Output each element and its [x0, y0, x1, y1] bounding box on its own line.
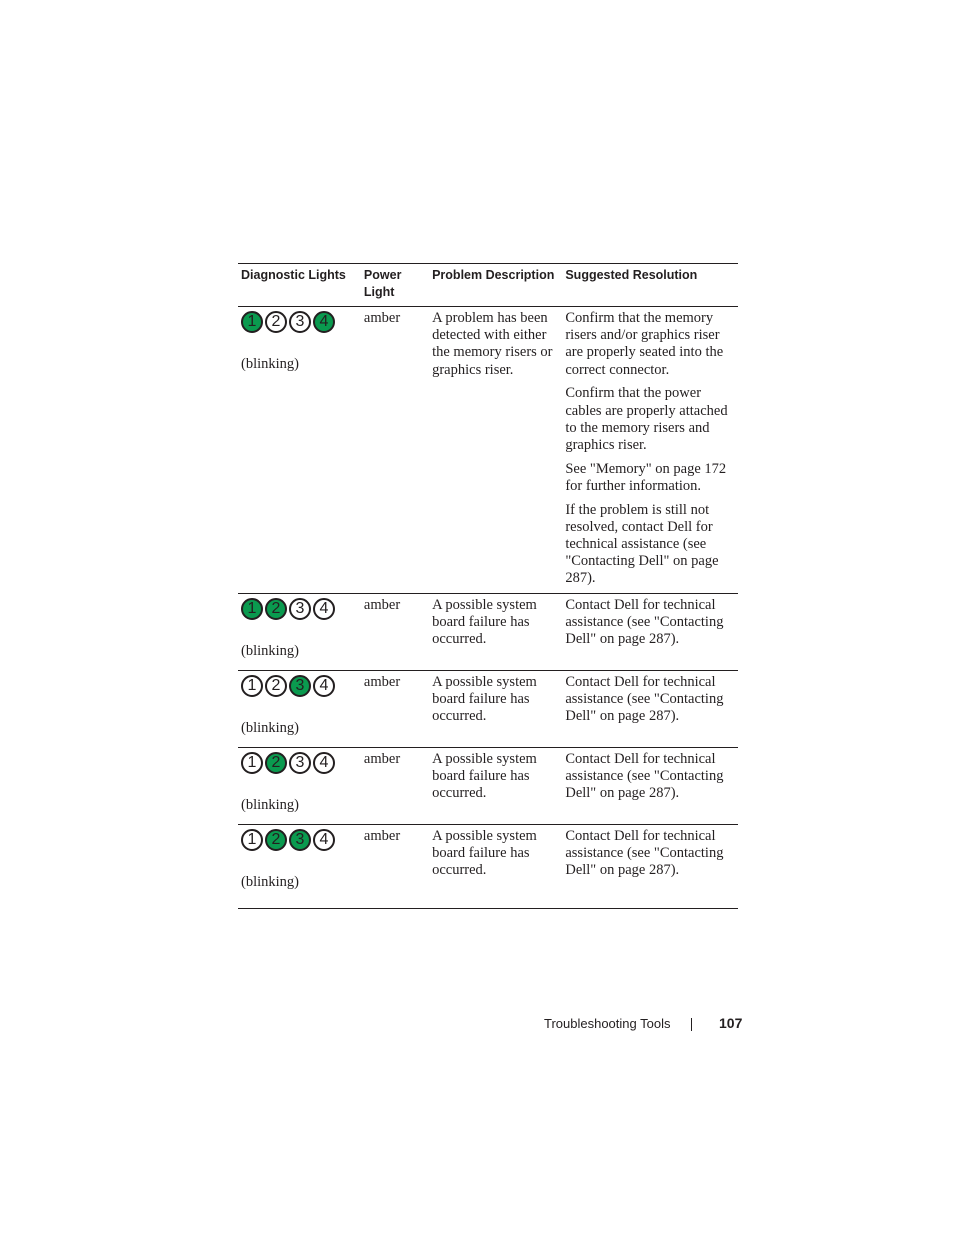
power-light-cell: amber: [361, 747, 429, 824]
table-row: [238, 307, 738, 594]
diagnostic-lights-cell: [238, 593, 361, 670]
resolution-paragraph: If the problem is still not resolved, contact Dell for technical assistance (see "Contacting Dell" on page 287).: [565, 501, 719, 587]
suggested-resolution-cell: [562, 824, 738, 908]
footer-section-title: Troubleshooting Tools: [544, 1016, 671, 1031]
diagnostic-lights-group: [241, 598, 358, 620]
page-footer: [0, 1014, 954, 1034]
header-suggested-resolution: Suggested Resolution: [562, 264, 738, 307]
resolution-paragraph: Contact Dell for technical assistance (see "Contacting Dell" on page 287).: [565, 827, 724, 878]
diagnostic-light-2-on: 2: [265, 752, 287, 774]
diagnostic-light-3-off: 3: [289, 598, 311, 620]
diagnostic-light-2-on: 2: [265, 598, 287, 620]
diagnostic-light-1-on: 1: [241, 598, 263, 620]
diagnostic-lights-cell: [238, 747, 361, 824]
suggested-resolution-cell: [562, 747, 738, 824]
diagnostic-light-4-off: 4: [313, 598, 335, 620]
diagnostic-lights-group: [241, 829, 358, 851]
problem-description-cell: A problem has been detected with either the memory risers or graphics riser.: [429, 307, 562, 594]
table-row: [238, 824, 738, 908]
power-light-cell: amber: [361, 593, 429, 670]
diagnostic-lights-group: [241, 675, 358, 697]
blinking-label: (blinking): [241, 719, 299, 736]
diagnostic-light-4-off: 4: [313, 752, 335, 774]
power-light-cell: amber: [361, 824, 429, 908]
suggested-resolution-cell: [562, 307, 738, 594]
blinking-label: (blinking): [241, 873, 299, 890]
table-header-row: [238, 264, 738, 307]
resolution-paragraph: Contact Dell for technical assistance (see "Contacting Dell" on page 287).: [565, 596, 724, 647]
suggested-resolution-cell: [562, 593, 738, 670]
table-row: [238, 593, 738, 670]
resolution-paragraph: Confirm that the power cables are properly attached to the memory risers and graphics riser.: [565, 385, 728, 453]
diagnostic-lights-cell: [238, 670, 361, 747]
blinking-label: (blinking): [241, 356, 299, 372]
diagnostic-light-4-off: 4: [313, 675, 335, 697]
table-row: [238, 747, 738, 824]
page-number: 107: [719, 1015, 743, 1031]
header-power-light: [361, 264, 429, 307]
resolution-paragraph: Contact Dell for technical assistance (see "Contacting Dell" on page 287).: [565, 750, 724, 801]
diagnostic-light-3-on: 3: [289, 829, 311, 851]
blinking-label: (blinking): [241, 642, 299, 659]
header-power-light-text: Power Light: [363, 268, 402, 299]
diagnostic-light-2-off: 2: [265, 311, 287, 333]
resolution-paragraph: See "Memory" on page 172 for further information.: [565, 460, 727, 494]
power-light-cell: amber: [361, 307, 429, 594]
table-row: [238, 670, 738, 747]
diagnostic-light-4-on: 4: [313, 311, 335, 333]
diagnostic-light-1-off: 1: [241, 752, 263, 774]
table-body: [238, 307, 738, 909]
diagnostic-light-2-off: 2: [265, 675, 287, 697]
diagnostic-light-2-on: 2: [265, 829, 287, 851]
problem-description-cell: A possible system board failure has occurred.: [429, 824, 562, 908]
diagnostic-lights-group: [241, 311, 358, 333]
problem-description-cell: A possible system board failure has occurred.: [429, 593, 562, 670]
diagnostic-light-1-off: 1: [241, 829, 263, 851]
problem-description-cell: A possible system board failure has occurred.: [429, 747, 562, 824]
power-light-cell: amber: [361, 670, 429, 747]
problem-description-cell: A possible system board failure has occurred.: [429, 670, 562, 747]
diagnostic-light-1-off: 1: [241, 675, 263, 697]
diagnostic-light-3-on: 3: [289, 675, 311, 697]
suggested-resolution-cell: [562, 670, 738, 747]
footer-divider: [691, 1018, 692, 1031]
diagnostic-light-3-off: 3: [289, 311, 311, 333]
header-diagnostic-lights: Diagnostic Lights: [238, 264, 361, 307]
blinking-label: (blinking): [241, 796, 299, 813]
diagnostic-light-3-off: 3: [289, 752, 311, 774]
diagnostic-lights-table: [238, 263, 738, 909]
diagnostic-lights-cell: [238, 307, 361, 594]
resolution-paragraph: Confirm that the memory risers and/or graphics riser are properly seated into the correct connector.: [565, 310, 724, 378]
diagnostic-lights-cell: [238, 824, 361, 908]
diagnostic-light-1-on: 1: [241, 311, 263, 333]
header-problem-description: Problem Description: [429, 264, 562, 307]
diagnostic-light-4-off: 4: [313, 829, 335, 851]
resolution-paragraph: Contact Dell for technical assistance (see "Contacting Dell" on page 287).: [565, 673, 724, 724]
diagnostic-lights-group: [241, 752, 358, 774]
